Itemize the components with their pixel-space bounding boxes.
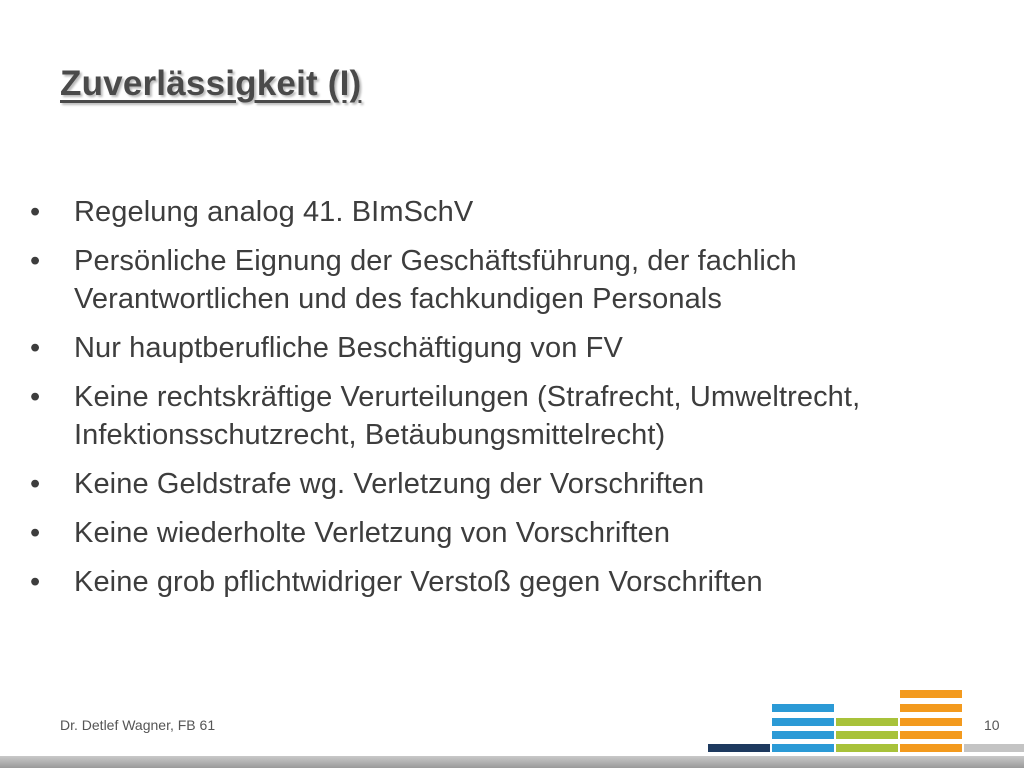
bullet-icon: • <box>30 468 41 500</box>
bullet-item <box>30 514 1010 552</box>
logo-bar <box>900 690 962 698</box>
bullet-text: Keine rechtskräftige Verurteilungen (Strafrecht, Umweltrecht, Infektionsschutzrecht, Betäubungsmittelrecht) <box>74 381 861 451</box>
bullet-text: Keine wiederholte Verletzung von Vorschriften <box>74 517 671 549</box>
bullet-icon: • <box>30 196 41 228</box>
bullet-icon: • <box>30 517 41 549</box>
logo-bar <box>772 731 834 739</box>
bullet-item <box>30 563 1010 601</box>
logo-bar <box>708 744 770 752</box>
logo-bar <box>836 731 898 739</box>
logo-bar <box>964 744 1024 752</box>
logo-bar <box>900 731 962 739</box>
logo-bar <box>900 704 962 712</box>
bullet-text: Nur hauptberufliche Beschäftigung von FV <box>74 332 623 364</box>
footer-author: Dr. Detlef Wagner, FB 61 <box>60 717 216 733</box>
bullet-list <box>30 193 1010 612</box>
bullet-item <box>30 329 1010 367</box>
bullet-text: Keine grob pflichtwidriger Verstoß gegen Vorschriften <box>74 566 763 598</box>
bullet-text: Keine Geldstrafe wg. Verletzung der Vorschriften <box>74 468 705 500</box>
bullet-item <box>30 465 1010 503</box>
bullet-text: Persönliche Eignung der Geschäftsführung, der fachlich Verantwortlichen und des fachkundigen Personals <box>74 245 797 315</box>
bullet-item <box>30 242 1010 318</box>
bullet-text: Regelung analog 41. BImSchV <box>74 196 474 228</box>
logo-bar <box>836 718 898 726</box>
bullet-item <box>30 378 1010 454</box>
footer-bar <box>0 756 1024 768</box>
bullet-icon: • <box>30 245 41 277</box>
page-number: 10 <box>984 717 1000 733</box>
bullet-icon: • <box>30 332 41 364</box>
bullet-icon: • <box>30 381 41 413</box>
bullet-item <box>30 193 1010 231</box>
logo-bar <box>900 744 962 752</box>
logo-bar <box>836 744 898 752</box>
slide-title: Zuverlässigkeit (I) <box>60 64 362 103</box>
logo-bar <box>772 704 834 712</box>
logo-bar <box>772 718 834 726</box>
logo-bar <box>772 744 834 752</box>
bullet-icon: • <box>30 566 41 598</box>
logo-bar <box>900 718 962 726</box>
